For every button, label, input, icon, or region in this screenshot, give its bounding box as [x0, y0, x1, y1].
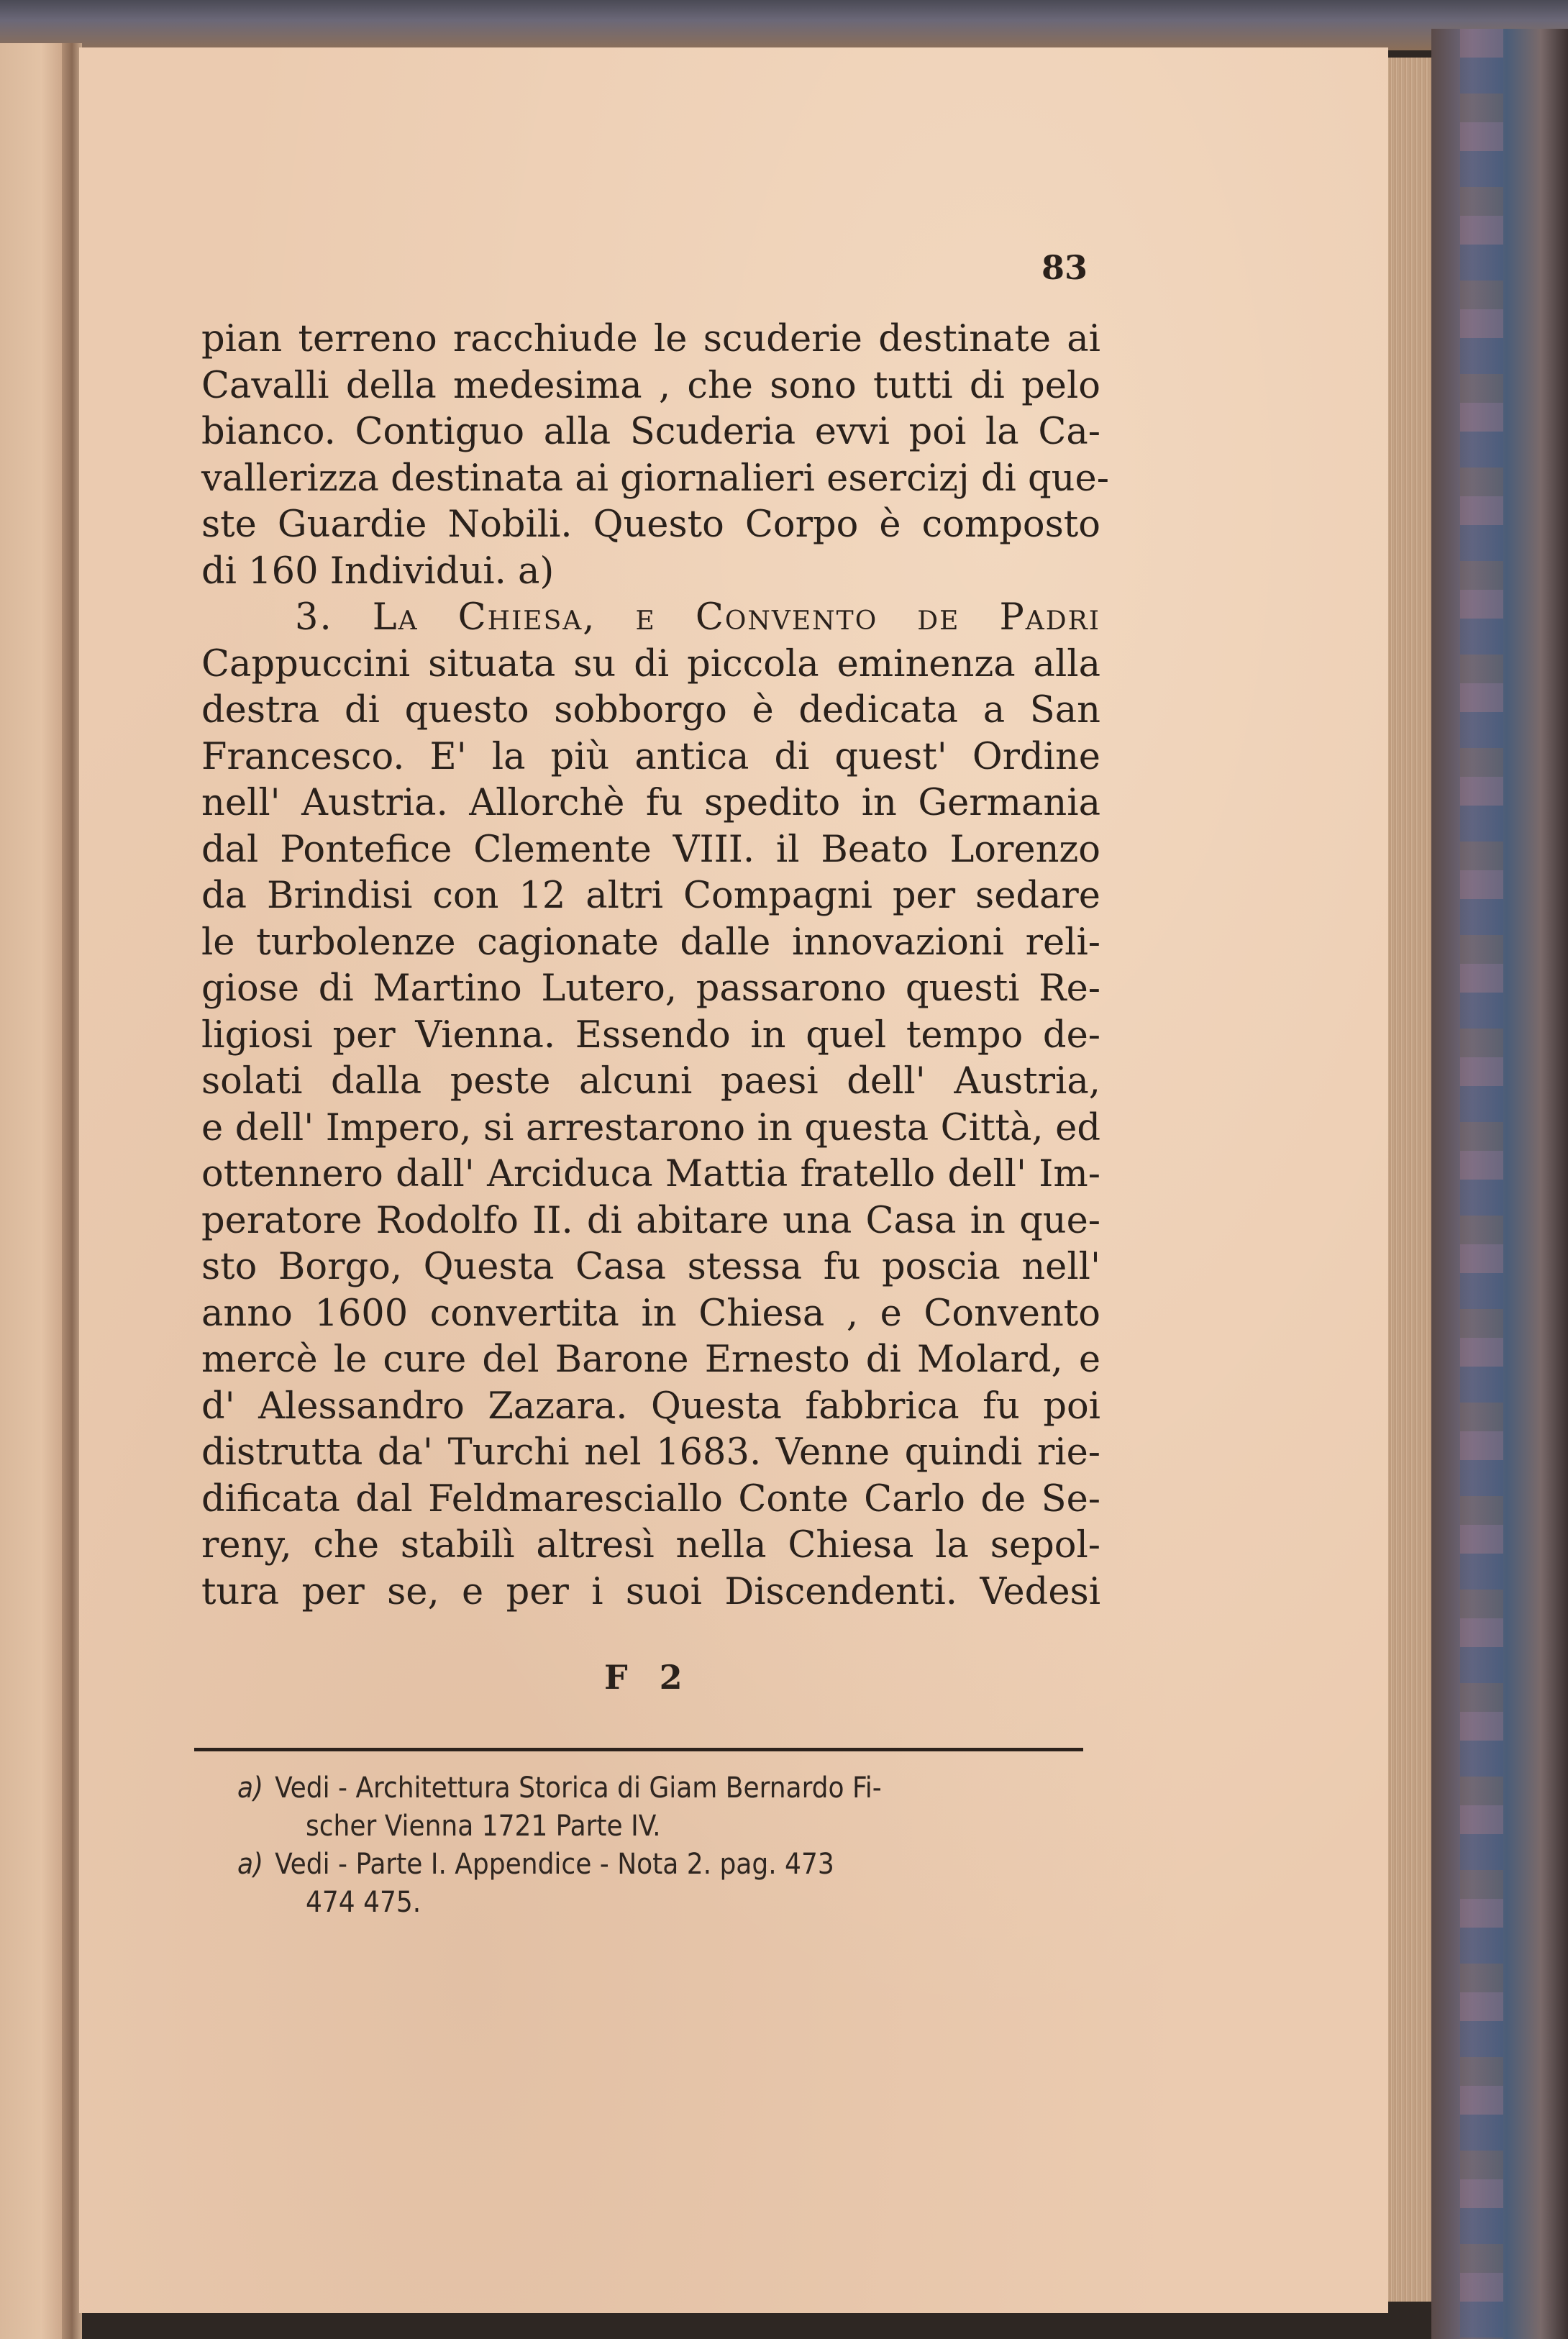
body-line: vallerizza destinata ai giornalieri esercizj di que- [201, 457, 1109, 500]
footnote-line: 474 475. [306, 1886, 421, 1919]
body-line: mercè le cure del Barone Ernesto di Molard, e [201, 1339, 1100, 1381]
body-line: sto Borgo, Questa Casa stessa fu poscia nell' [201, 1246, 1100, 1288]
body-line: solati dalla peste alcuni paesi dell' Austria, [201, 1060, 1100, 1103]
body-line: da Brindisi con 12 altri Compagni per sedare [201, 875, 1100, 917]
page-number: 83 [1041, 248, 1088, 287]
page-stack-edge [1388, 58, 1431, 2302]
signature-mark: F 2 [604, 1658, 693, 1697]
body-line: dal Pontefice Clemente VIII. il Beato Lorenzo [201, 828, 1100, 871]
body-line: reny, che stabilì altresì nella Chiesa la sepol- [201, 1524, 1100, 1567]
footnote-line: scher Vienna 1721 Parte IV. [306, 1810, 661, 1843]
body-line: dificata dal Feldmaresciallo Conte Carlo de Se- [201, 1477, 1100, 1520]
body-line: anno 1600 convertita in Chiesa , e Convento [201, 1292, 1100, 1335]
body-line: pian terreno racchiude le scuderie destinate ai [201, 318, 1100, 360]
body-line: destra di questo sobborgo è dedicata a San [201, 689, 1100, 731]
body-line: ste Guardie Nobili. Questo Corpo è composto [201, 503, 1100, 546]
body-line: distrutta da' Turchi nel 1683. Venne quindi rie- [201, 1431, 1100, 1474]
footnote-mark: a) [237, 1848, 264, 1881]
marbled-cover-pattern [1460, 29, 1503, 2339]
body-line: e dell' Impero, si arrestarono in questa Città, ed [201, 1106, 1100, 1149]
body-line: di 160 Individui. a) [201, 550, 555, 593]
footnote-text: Vedi - Parte I. Appendice - Nota 2. pag. 473 [275, 1848, 834, 1881]
footnote-text: Vedi - Architettura Storica di Giam Bernardo Fi- [275, 1772, 882, 1805]
body-line: Francesco. E' la più antica di quest' Ordine [201, 735, 1100, 778]
footnote-line [237, 1769, 1086, 1807]
body-line: giose di Martino Lutero, passarono questi Re- [201, 967, 1100, 1010]
body-line: bianco. Contiguo alla Scuderia evvi poi la Ca- [201, 411, 1100, 453]
section-heading-line: 3. La Chiesa, e Convento de Padri [295, 596, 1100, 639]
body-text [201, 316, 1109, 1615]
body-line: Cappuccini situata su di piccola eminenza alla [201, 642, 1100, 685]
body-line: d' Alessandro Zazara. Questa fabbrica fu poi [201, 1385, 1100, 1428]
book-top-edge [0, 0, 1568, 50]
footnote-rule [194, 1748, 1083, 1751]
previous-page-edge [0, 43, 69, 2339]
body-line: tura per se, e per i suoi Discendenti. Vedesi [201, 1570, 1100, 1613]
body-line: Cavalli della medesima , che sono tutti di pelo [201, 364, 1100, 407]
body-line: ligiosi per Vienna. Essendo in quel tempo de- [201, 1013, 1100, 1057]
body-line: peratore Rodolfo II. di abitare una Casa in que- [201, 1199, 1100, 1242]
body-line: le turbolenze cagionate dalle innovazioni reli- [201, 921, 1100, 964]
body-line: nell' Austria. Allorchè fu spedito in Germania [201, 782, 1100, 824]
footnote-mark: a) [237, 1772, 264, 1805]
footnotes [237, 1769, 1086, 1922]
body-line: ottennero dall' Arciduca Mattia fratello dell' Im- [201, 1153, 1100, 1195]
footnote-line [237, 1846, 1086, 1884]
